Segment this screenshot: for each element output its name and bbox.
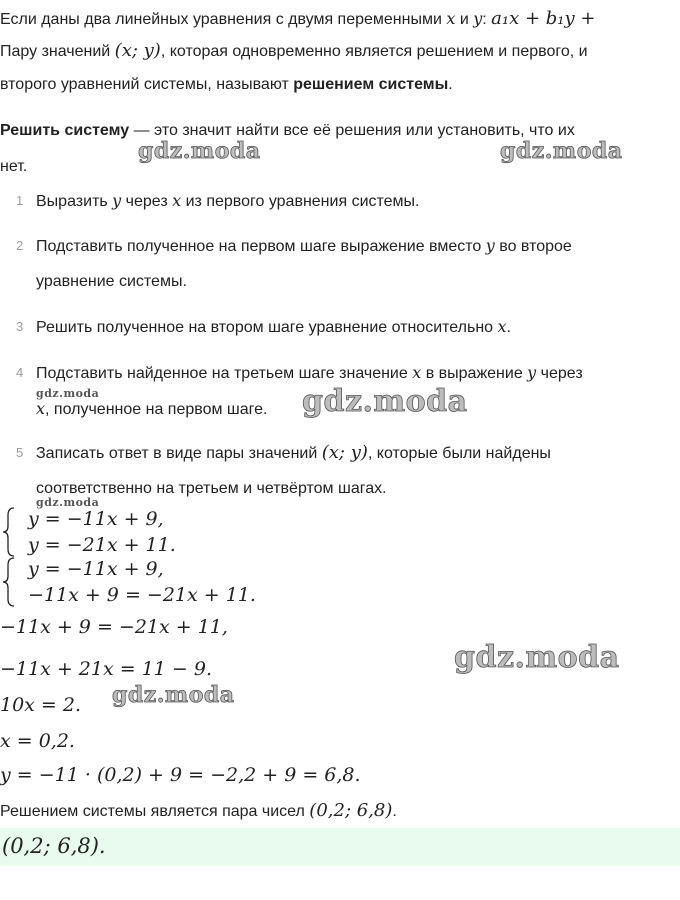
intro-text: .: [448, 76, 453, 93]
def-text: — это значит найти все её решения или установить, что их: [129, 122, 575, 139]
watermark: gdz.moda: [112, 682, 235, 708]
step-text: [36, 235, 572, 258]
watermark: gdz.moda: [500, 138, 623, 164]
step-text-part: через: [121, 193, 173, 210]
var: x: [172, 191, 182, 210]
step-text-part: , которые были найдены: [367, 445, 551, 462]
step-text-part: во второе: [494, 238, 572, 255]
work-line: −11x + 21x = 11 − 9.: [0, 658, 213, 680]
work-line: 10x = 2.: [0, 694, 82, 716]
conclusion-text: .: [392, 803, 397, 820]
step-text-part: Подставить полученное на первом шаге выражение вместо: [36, 238, 486, 255]
step-text-line-2: [36, 398, 267, 421]
intro-text: Пару значений: [0, 43, 115, 60]
step-text-line-2: соответственно на третьем и четвёртом шагах.: [36, 480, 387, 497]
work-line: −11x + 9 = −21x + 11,: [0, 616, 228, 638]
intro-line-1: [0, 8, 596, 31]
step-text: [36, 442, 551, 465]
system-eq: −11x + 9 = −21x + 11.: [28, 584, 256, 606]
step-text-part: Записать ответ в виде пары значений: [36, 445, 322, 462]
step-text-part: из первого уравнения системы.: [181, 193, 420, 210]
system-eq: y = −21x + 11.: [28, 534, 176, 556]
var: x: [36, 399, 46, 418]
step-text-part: через: [536, 365, 583, 382]
intro-line-3: [0, 74, 453, 96]
solve-def-line-1: [0, 120, 575, 142]
step-text: [36, 362, 583, 385]
step-text-part: Выразить: [36, 193, 113, 210]
formula: a₁x + b₁y +: [491, 8, 596, 29]
step-text: [36, 190, 420, 213]
step-text: [36, 316, 511, 339]
bold-term: решением системы: [293, 76, 449, 93]
step-number: 2: [16, 238, 24, 253]
work-line: x = 0,2.: [0, 730, 75, 752]
answer-value: (0,2; 6,8).: [2, 834, 106, 858]
work-line: y = −11 · (0,2) + 9 = −2,2 + 9 = 6,8.: [0, 764, 361, 786]
brace-icon: [2, 507, 16, 557]
var: y: [527, 363, 537, 382]
var: x: [412, 363, 422, 382]
conclusion-text: Решением системы является пара чисел: [0, 803, 310, 820]
step-number: 3: [16, 319, 24, 334]
var-y: y: [473, 9, 483, 28]
var: y: [485, 236, 495, 255]
step-number: 1: [16, 193, 24, 208]
conclusion: [0, 800, 397, 823]
step-text-part: Решить полученное на втором шаге уравнение относительно: [36, 319, 498, 336]
step-text-line-2: уравнение системы.: [36, 273, 187, 290]
answer-pair: (0,2; 6,8): [309, 800, 393, 821]
var-x: x: [446, 9, 456, 28]
step-text-part: .: [506, 319, 511, 336]
var: y: [112, 191, 122, 210]
step-text-part: Подставить найденное на третьем шаге значение: [36, 365, 413, 382]
intro-text: , которая одновременно является решением и первого, и: [160, 43, 588, 60]
intro-text: :: [482, 11, 492, 28]
watermark: gdz.moda: [36, 496, 100, 509]
pair-xy: (x; y): [321, 442, 368, 463]
answer-box: [0, 828, 680, 866]
intro-line-2: [0, 40, 588, 63]
watermark: gdz.moda: [36, 387, 100, 400]
step-number: 4: [16, 365, 24, 380]
var: x: [497, 317, 507, 336]
watermark: gdz.moda: [138, 138, 261, 164]
brace-icon: [2, 557, 16, 607]
def-text: нет.: [0, 158, 28, 175]
step-number: 5: [16, 445, 24, 460]
step-text-part: в выражение: [421, 365, 528, 382]
watermark: gdz.moda: [454, 640, 620, 675]
system-eq: y = −11x + 9,: [28, 508, 164, 530]
watermark: gdz.moda: [302, 384, 468, 419]
intro-text: Если даны два линейных уравнения с двумя переменными: [0, 11, 447, 28]
step-text-part: , полученное на первом шаге.: [45, 401, 268, 418]
intro-text: и: [455, 11, 474, 28]
pair-xy: (x; y): [114, 40, 161, 61]
intro-text: второго уравнений системы, называют: [0, 76, 294, 93]
system-eq: y = −11x + 9,: [28, 558, 164, 580]
bold-term: Решить систему: [0, 122, 130, 139]
solve-def-line-2: [0, 156, 27, 178]
